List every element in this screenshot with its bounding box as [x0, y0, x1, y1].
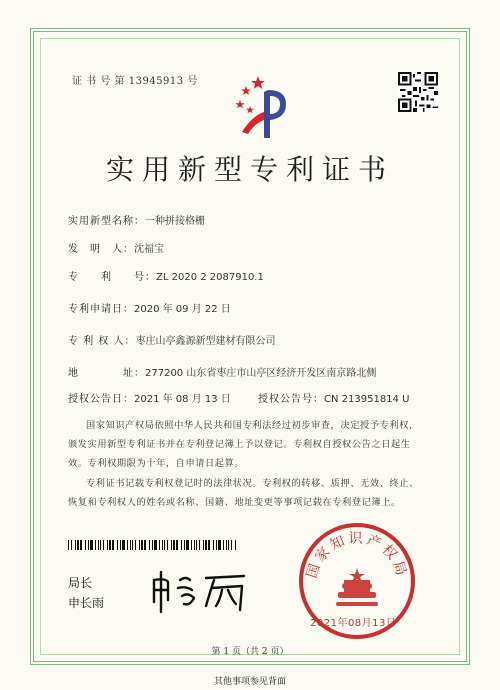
certificate-title: 实用新型专利证书 [105, 153, 394, 186]
grant-announcement-date: 授权公告日：2021 年 08 月 13 日 [68, 394, 231, 405]
inventor: 发 明 人：沈福宝 [68, 244, 164, 255]
filing-date: 专利申请日：2020 年 09 月 22 日 [68, 304, 231, 315]
director-name: 申长雨 [68, 596, 105, 610]
director-title: 局长 [68, 576, 93, 590]
cnipa-logo-icon [228, 72, 288, 142]
handwritten-signature [150, 566, 250, 616]
address: 地 址：277200 山东省枣庄市山亭区经济开发区南京路北侧 [68, 368, 377, 379]
qr-code-icon [398, 72, 438, 112]
statement-paragraph-1: 国家知识产权局依照中华人民共和国专利法经过初步审查，决定授予专利权，颁发实用新型专利证书并在专利登记簿上予以登记。专利权自授权公告之日起生效。专利权期限为十年，自申请日起算。 [68, 420, 419, 469]
patent-number: 专 利 号：ZL 2020 2 2087910.1 [68, 272, 264, 283]
grant-announcement-number: 授权公告号：CN 213951814 U [258, 394, 410, 405]
footer-note: 其他事项参见背面 [213, 677, 286, 687]
barcode-icon [68, 540, 238, 550]
page-number: 第 1 页（共 2 页） [211, 647, 289, 657]
seal-date: 2021年08月13日 [310, 618, 397, 629]
patentee: 专 利 权 人：枣庄山亭鑫源新型建材有限公司 [68, 336, 276, 347]
certificate-number: 证 书 号 第 13945913 号 [72, 76, 198, 87]
svg-text:国家知识产权局: 国家知识产权局 [304, 530, 410, 581]
utility-model-name: 实用新型名称：一种拼接格栅 [68, 216, 205, 227]
statement-paragraph-2: 专利证书记载专利权登记时的法律状况。专利权的转移、质押、无效、终止、恢复和专利权人的姓名或名称、国籍、地址变更等事项记载在专利登记簿上。 [68, 478, 419, 508]
